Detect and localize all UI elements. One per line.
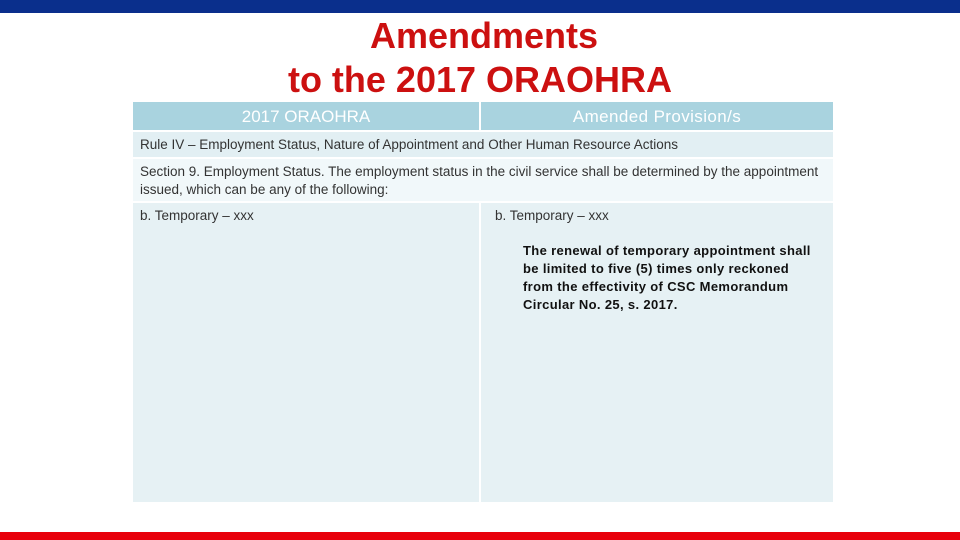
renewal-limit-note: The renewal of temporary appointment shall be limited to five (5) times only reckoned from the effectivity of CSC Memorandum Circular No. 25, s. 2017. (523, 243, 811, 312)
header-cell-amended-provisions: Amended Provision/s (481, 102, 833, 130)
slide-title-line-2: to the 2017 ORAOHRA (287, 59, 673, 100)
comparison-table (133, 102, 833, 502)
right-item-temporary: b. Temporary – xxx (495, 208, 609, 223)
left-content-cell (133, 203, 479, 502)
rule-iv-row: Rule IV – Employment Status, Nature of Appointment and Other Human Resource Actions (133, 132, 833, 157)
section-9-row: Section 9. Employment Status. The employment status in the civil service shall be determined by the appointment issued, which can be any of the following: (133, 159, 833, 201)
top-accent-bar (0, 0, 960, 13)
bottom-accent-bar (0, 532, 960, 540)
slide-title-line-1: Amendments (369, 15, 599, 56)
header-cell-2017-oraohra: 2017 ORAOHRA (133, 102, 479, 130)
left-item-temporary: b. Temporary – xxx (140, 208, 254, 223)
right-content-cell (481, 203, 833, 502)
